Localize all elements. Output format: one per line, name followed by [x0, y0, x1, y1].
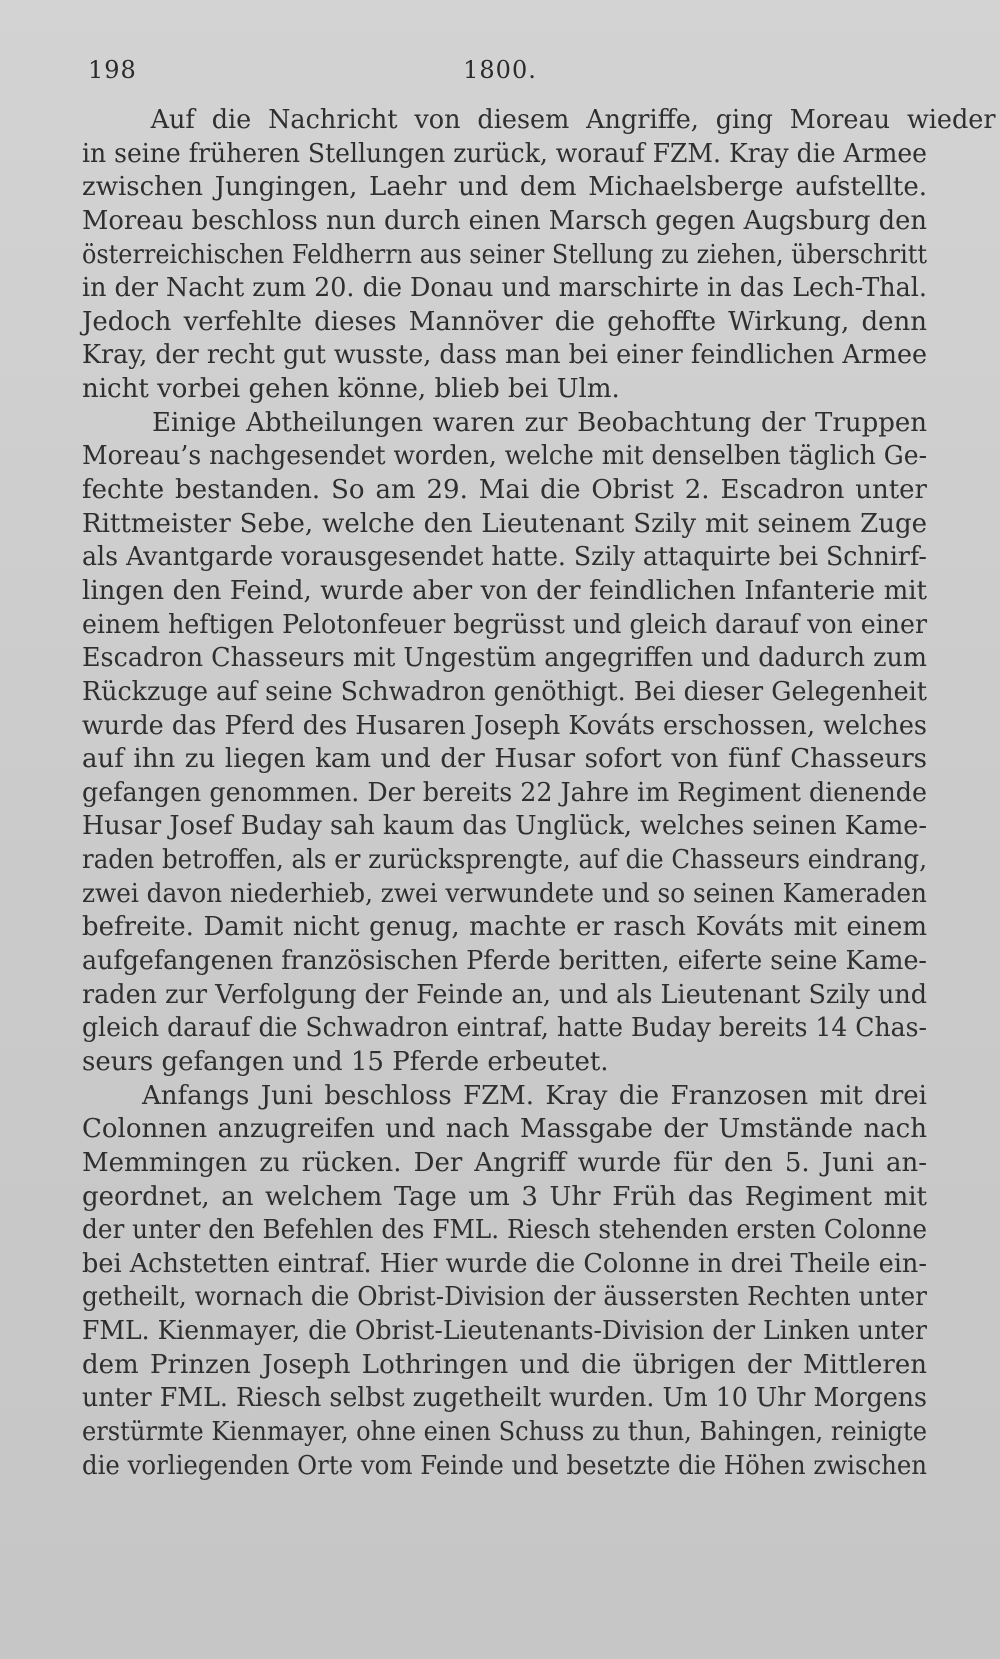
paragraph	[82, 407, 927, 1080]
page-header	[0, 56, 1000, 96]
text-line: bei Achstetten eintraf. Hier wurde die Colonne in drei Theile ein-	[82, 1248, 927, 1279]
text-line: auf ihn zu liegen kam und der Husar sofort von fünf Chasseurs	[82, 744, 927, 775]
running-title: 1800.	[463, 56, 537, 84]
text-line: Memmingen zu rücken. Der Angriff wurde für den 5. Juni an-	[82, 1147, 927, 1178]
text-line: in der Nacht zum 20. die Donau und marschirte in das Lech-Thal.	[82, 273, 927, 304]
text-line: lingen den Feind, wurde aber von der feindlichen Infanterie mit	[82, 575, 927, 606]
text-line: seurs gefangen und 15 Pferde erbeutet.	[82, 1046, 609, 1077]
text-line: erstürmte Kienmayer, ohne einen Schuss zu thun, Bahingen, reinigte	[82, 1416, 927, 1447]
text-line: getheilt, wornach die Obrist-Division der äussersten Rechten unter	[82, 1282, 927, 1313]
text-line: Rückzuge auf seine Schwadron genöthigt. Bei dieser Gelegenheit	[82, 676, 927, 707]
text-line: Kray, der recht gut wusste, dass man bei einer feindlichen Armee	[82, 340, 928, 371]
text-line: Colonnen anzugreifen und nach Massgabe der Umstände nach	[82, 1114, 927, 1145]
text-line: Anfangs Juni beschloss FZM. Kray die Franzosen mit drei	[142, 1080, 927, 1111]
text-line: aufgefangenen französischen Pferde beritten, eiferte seine Kame-	[82, 946, 927, 977]
text-line: in seine früheren Stellungen zurück, worauf FZM. Kray die Armee	[82, 138, 927, 169]
text-line: gleich darauf die Schwadron eintraf, hatte Buday bereits 14 Chas-	[82, 1013, 927, 1044]
text-line: die vorliegenden Orte vom Feinde und besetzte die Höhen zwischen	[82, 1450, 928, 1481]
text-line: Auf die Nachricht von diesem Angriffe, ging Moreau wieder	[150, 105, 996, 135]
text-line: nicht vorbei gehen könne, blieb bei Ulm.	[82, 374, 620, 405]
text-line: gefangen genommen. Der bereits 22 Jahre im Regiment dienende	[82, 777, 927, 808]
text-line: wurde das Pferd des Husaren Joseph Kováts erschossen, welches	[82, 710, 927, 741]
text-line: raden betroffen, als er zurücksprengte, auf die Chasseurs eindrang,	[82, 845, 928, 876]
text-line: Jedoch verfehlte dieses Mannöver die gehoffte Wirkung, denn	[82, 306, 927, 337]
text-line: österreichischen Feldherrn aus seiner Stellung zu ziehen, überschritt	[82, 239, 927, 270]
text-line: Moreau’s nachgesendet worden, welche mit denselben täglich Ge-	[82, 441, 928, 472]
body-text	[82, 104, 996, 1483]
text-line: zwei davon niederhieb, zwei verwundete und so seinen Kameraden	[82, 878, 927, 909]
paragraph	[82, 104, 996, 407]
text-line: unter FML. Riesch selbst zugetheilt wurden. Um 10 Uhr Morgens	[82, 1383, 928, 1414]
text-line: Moreau beschloss nun durch einen Marsch gegen Augsburg den	[82, 205, 927, 236]
text-line: geordnet, an welchem Tage um 3 Uhr Früh das Regiment mit	[82, 1181, 927, 1212]
text-line: FML. Kienmayer, die Obrist-Lieutenants-Division der Linken unter	[82, 1316, 928, 1347]
text-line: als Avantgarde vorausgesendet hatte. Szily attaquirte bei Schnirf-	[82, 542, 927, 573]
text-line: raden zur Verfolgung der Feinde an, und als Lieutenant Szily und	[82, 979, 928, 1010]
text-line: zwischen Jungingen, Laehr und dem Michaelsberge aufstellte.	[82, 172, 927, 203]
text-line: einem heftigen Pelotonfeuer begrüsst und gleich darauf von einer	[82, 609, 928, 640]
text-line: Escadron Chasseurs mit Ungestüm angegriffen und dadurch zum	[82, 643, 927, 674]
text-line: der unter den Befehlen des FML. Riesch stehenden ersten Colonne	[82, 1215, 927, 1246]
text-line: Rittmeister Sebe, welche den Lieutenant Szily mit seinem Zuge	[82, 508, 927, 539]
paragraph	[82, 1080, 927, 1484]
text-line: fechte bestanden. So am 29. Mai die Obrist 2. Escadron unter	[82, 475, 927, 506]
text-line: Husar Josef Buday sah kaum das Unglück, welches seinen Kame-	[82, 811, 928, 842]
text-line: befreite. Damit nicht genug, machte er rasch Kováts mit einem	[82, 912, 927, 943]
page-number: 198	[88, 56, 137, 84]
text-line: dem Prinzen Joseph Lothringen und die übrigen der Mittleren	[82, 1349, 927, 1380]
text-line: Einige Abtheilungen waren zur Beobachtung der Truppen	[152, 407, 927, 438]
